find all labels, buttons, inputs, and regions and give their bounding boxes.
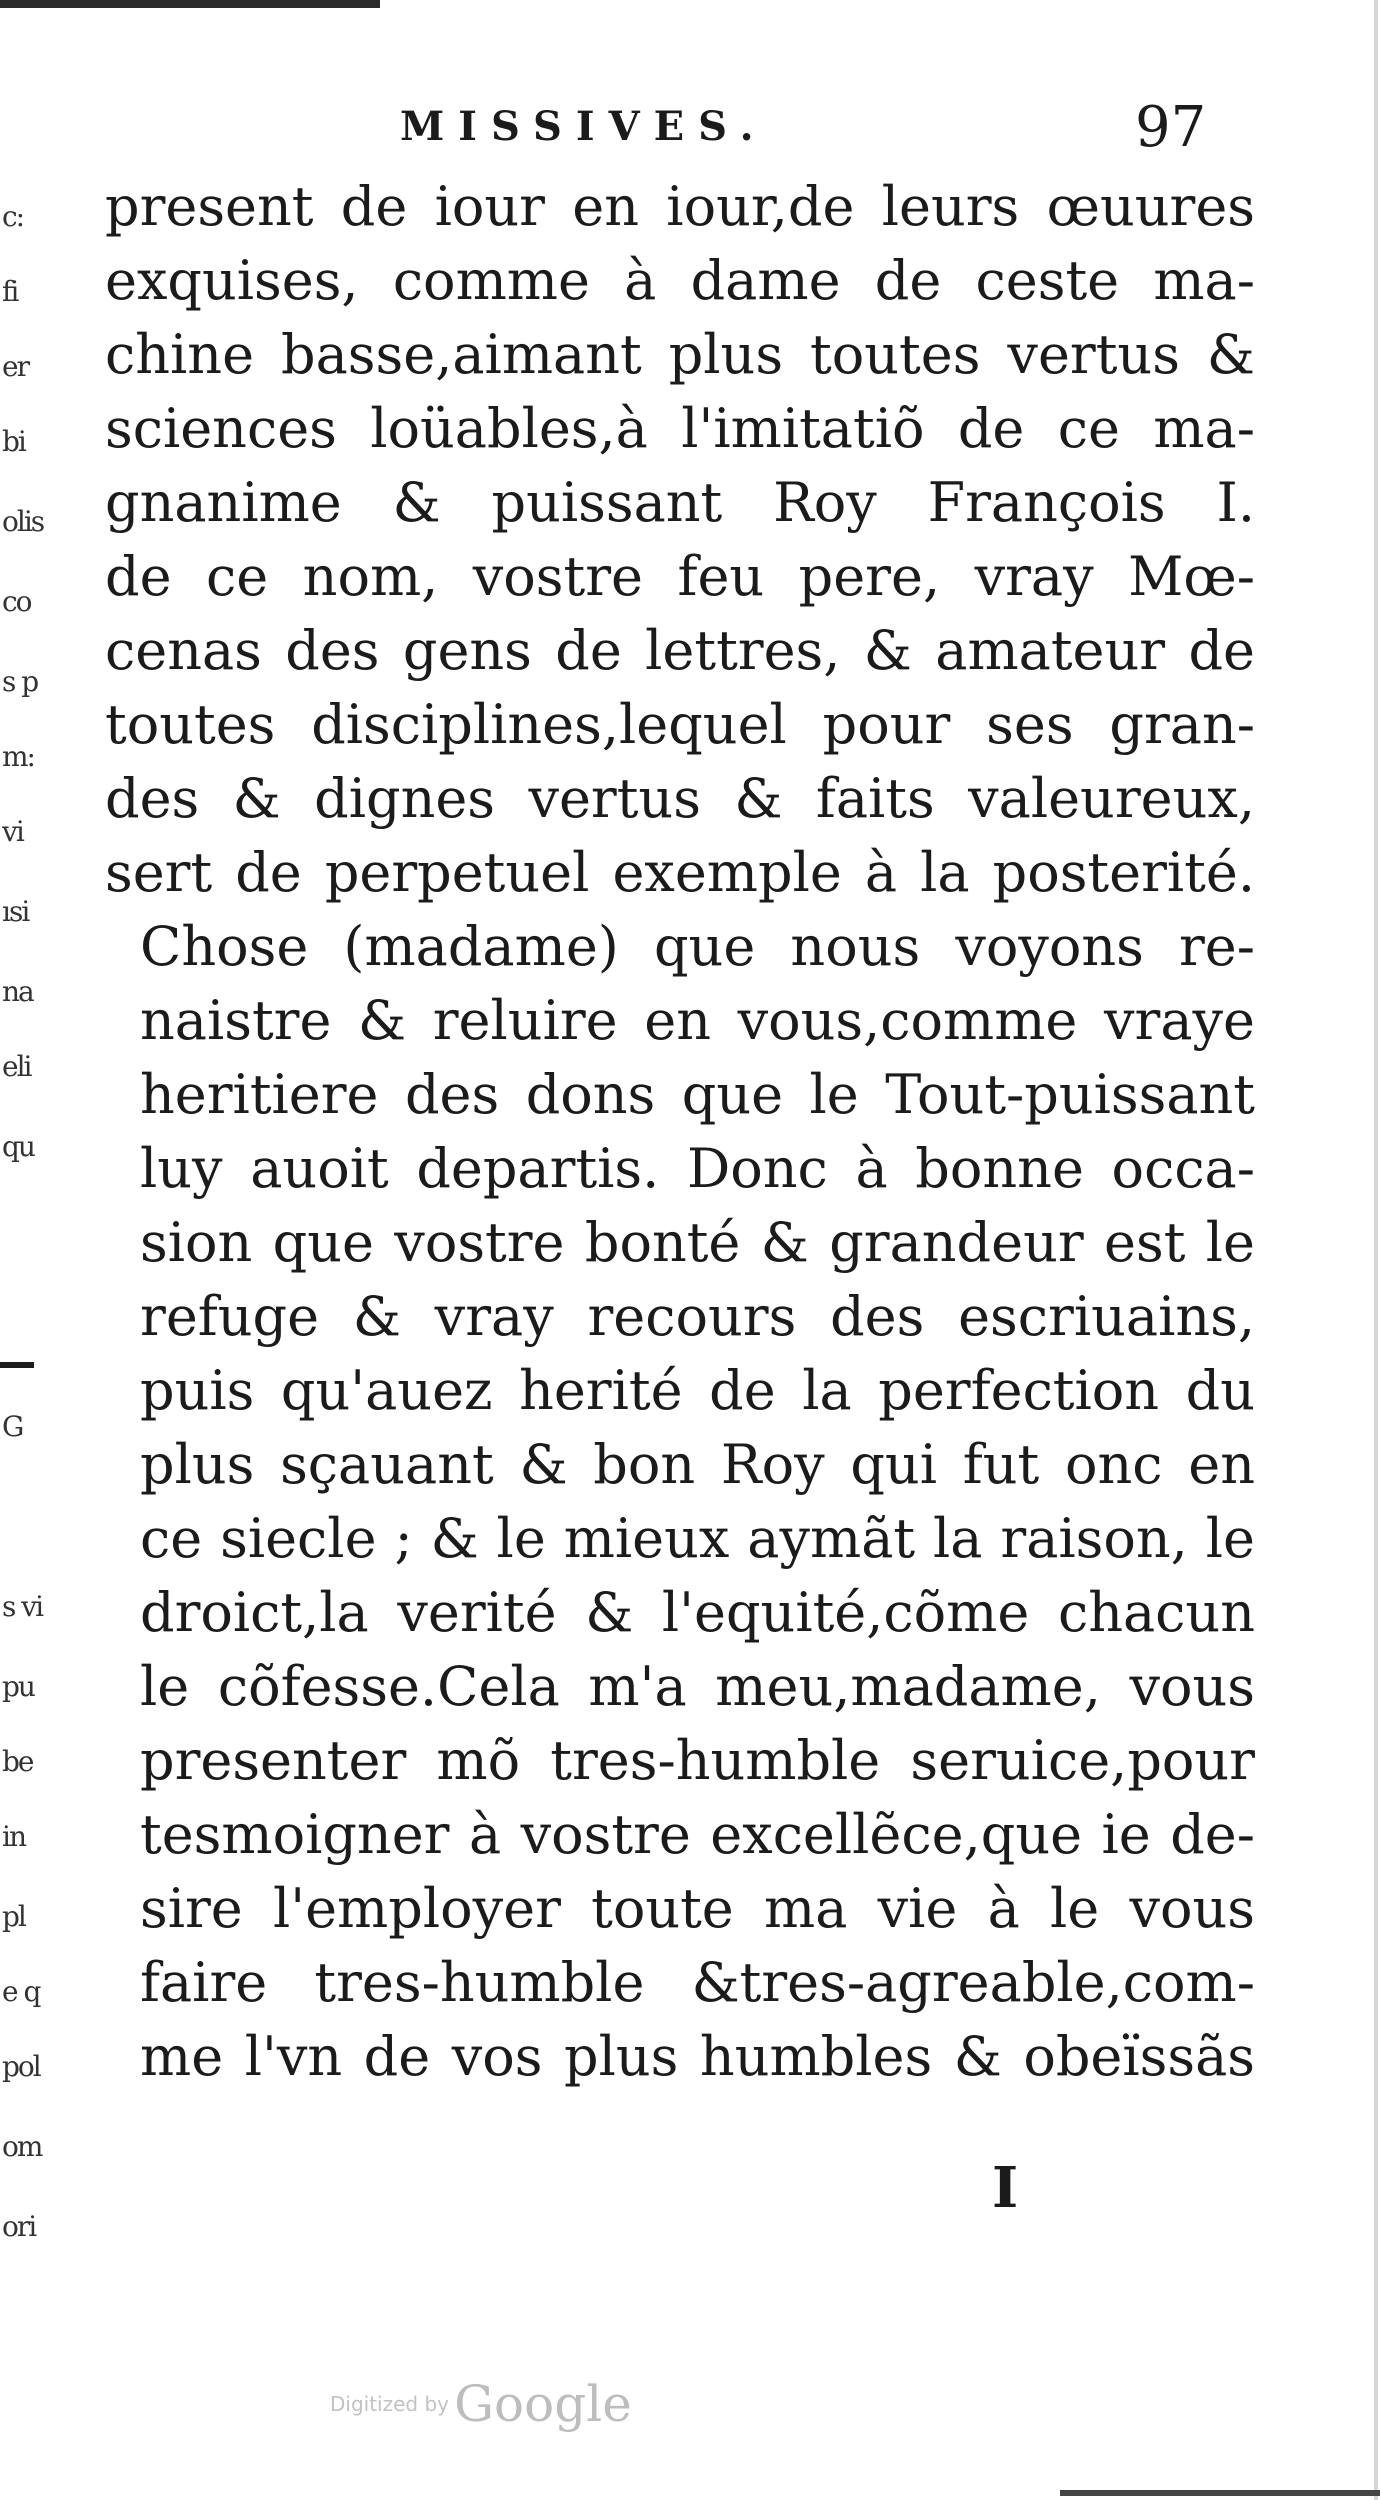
text-line: me l'vn de vos plus humbles & obeïssãs xyxy=(140,2025,1255,2088)
margin-fragment: na xyxy=(2,975,33,1008)
scan-edge-bottom xyxy=(1060,2490,1380,2496)
margin-fragment: qu xyxy=(2,1130,34,1163)
margin-fragment: s vi xyxy=(2,1590,43,1623)
margin-rule xyxy=(0,1362,34,1368)
margin-fragment: s p xyxy=(2,665,38,698)
margin-fragment: bi xyxy=(2,425,25,458)
text-line: droict,la verité & l'equité,cõme chacun xyxy=(140,1581,1255,1644)
text-line: sert de perpetuel exemple à la posterité. xyxy=(105,841,1255,904)
text-line: heritiere des dons que le Tout-puissant xyxy=(140,1063,1255,1126)
margin-fragment: m: xyxy=(2,740,34,773)
text-line: luy auoit departis. Donc à bonne occa- xyxy=(140,1137,1255,1200)
margin-fragment: olis xyxy=(2,505,44,538)
digitization-watermark xyxy=(330,2375,632,2433)
text-line: le cõfesse.Cela m'a meu,madame, vous xyxy=(140,1655,1255,1718)
watermark-prefix: Digitized by xyxy=(330,2392,449,2416)
margin-fragment: om xyxy=(2,2130,42,2163)
margin-fragment: pol xyxy=(2,2050,40,2083)
page-header xyxy=(0,95,1380,165)
text-line: cenas des gens de lettres, & amateur de xyxy=(105,619,1255,682)
text-line: exquises, comme à dame de ceste ma- xyxy=(105,249,1255,312)
margin-fragment: eli xyxy=(2,1050,31,1083)
facing-page-margin xyxy=(0,0,60,2500)
margin-fragment: ori xyxy=(2,2210,36,2243)
scan-edge-right xyxy=(1374,0,1378,2500)
text-line: plus sçauant & bon Roy qui fut onc en xyxy=(140,1433,1255,1496)
margin-fragment: vi xyxy=(2,815,23,848)
google-logo: Google xyxy=(454,2375,632,2433)
text-line: tesmoigner à vostre excellẽce,que ie de- xyxy=(140,1803,1255,1866)
text-line: faire tres-humble &tres-agreable,com- xyxy=(140,1951,1255,2014)
margin-fragment: c: xyxy=(2,200,24,233)
text-line: ce siecle ; & le mieux aymãt la raison, le xyxy=(140,1507,1255,1570)
margin-fragment: G xyxy=(2,1410,23,1443)
text-line: puis qu'auez herité de la perfection du xyxy=(140,1359,1255,1422)
catchword: I xyxy=(992,2155,1019,2221)
running-head: MISSIVES. xyxy=(400,103,768,150)
text-line: sire l'employer toute ma vie à le vous xyxy=(140,1877,1255,1940)
margin-fragment: pl xyxy=(2,1900,25,1933)
text-line: refuge & vray recours des escriuains, xyxy=(140,1285,1255,1348)
text-line: presenter mõ tres-humble seruice,pour xyxy=(140,1729,1255,1792)
text-line: chine basse,aimant plus toutes vertus & xyxy=(105,323,1255,386)
text-line: de ce nom, vostre feu pere, vray Mœ- xyxy=(105,545,1255,608)
margin-fragment: be xyxy=(2,1745,33,1778)
margin-fragment: ısi xyxy=(2,895,29,928)
margin-fragment: fi xyxy=(2,275,18,308)
text-line: sciences loüables,à l'imitatiõ de ce ma- xyxy=(105,397,1255,460)
text-line: toutes disciplines,lequel pour ses gran- xyxy=(105,693,1255,756)
text-line: des & dignes vertus & faits valeureux, xyxy=(105,767,1255,830)
text-line: naistre & reluire en vous,comme vraye xyxy=(140,989,1255,1052)
margin-fragment: in xyxy=(2,1820,25,1853)
margin-fragment: pu xyxy=(2,1670,34,1703)
margin-fragment: co xyxy=(2,585,31,618)
text-line: Chose (madame) que nous voyons re- xyxy=(140,915,1255,978)
page-number: 97 xyxy=(1135,95,1207,160)
margin-fragment: er xyxy=(2,350,28,383)
text-line: gnanime & puissant Roy François I. xyxy=(105,471,1255,534)
margin-fragment: e q xyxy=(2,1975,40,2008)
body-text xyxy=(105,170,1255,2094)
text-line: present de iour en iour,de leurs œuures xyxy=(105,175,1255,238)
text-line: sion que vostre bonté & grandeur est le xyxy=(140,1211,1255,1274)
